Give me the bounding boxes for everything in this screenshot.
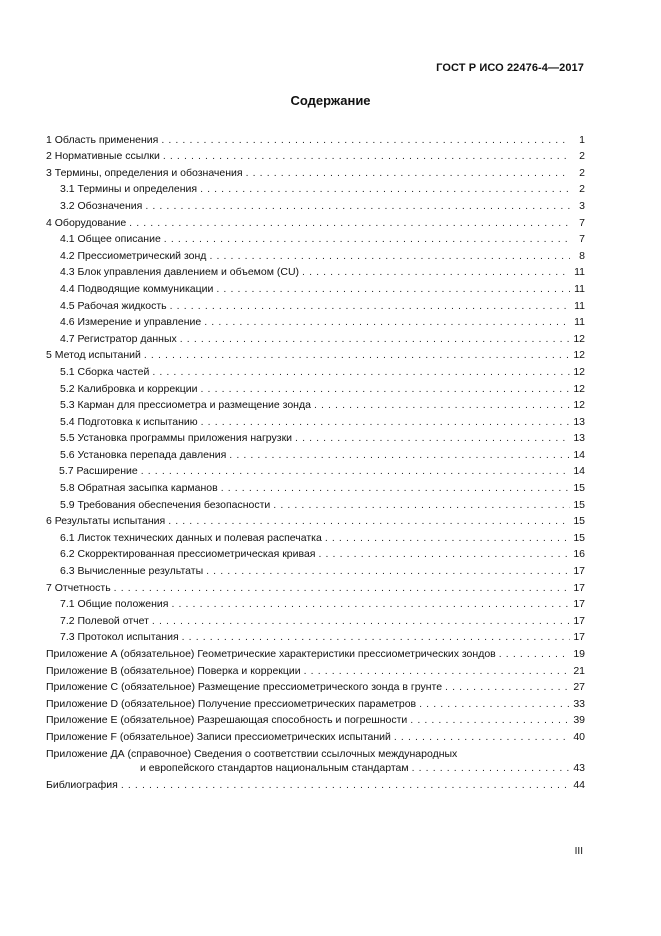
- toc-entry-label: 5.1 Сборка частей: [60, 365, 150, 378]
- toc-leader-dots: [144, 349, 570, 362]
- toc-entry-label: 4.4 Подводящие коммуникации: [60, 282, 214, 295]
- toc-entry-page: 3: [579, 199, 585, 212]
- toc-entry-bibliography[interactable]: [46, 775, 585, 792]
- toc-entry-label: 3.2 Обозначения: [60, 199, 143, 212]
- toc-entry-label: 1 Область применения: [46, 133, 159, 146]
- toc-leader-dots: [229, 449, 570, 462]
- toc-entry[interactable]: [46, 213, 585, 230]
- toc-entry-label: Приложение F (обязательное) Записи прессиометрических испытаний: [46, 730, 391, 743]
- toc-entry-label: 5.8 Обратная засыпка карманов: [60, 482, 218, 495]
- toc-leader-dots: [318, 548, 570, 561]
- toc-entry[interactable]: [46, 595, 585, 612]
- toc-leader-dots: [171, 598, 570, 611]
- toc-entry[interactable]: [46, 528, 585, 545]
- toc-entry-label: 5.3 Карман для прессиометра и размещение зонда: [60, 399, 311, 412]
- toc-leader-dots: [325, 532, 570, 545]
- toc-entry[interactable]: [46, 578, 585, 595]
- toc-leader-dots: [314, 399, 570, 412]
- toc-leader-dots: [206, 565, 570, 578]
- toc-leader-dots: [221, 482, 570, 495]
- toc-entry-page: 14: [573, 448, 585, 461]
- toc-entry[interactable]: [46, 678, 585, 695]
- toc-entry-label: 5 Метод испытаний: [46, 349, 141, 362]
- toc-entry-label: Библиография: [46, 778, 118, 791]
- toc-entry-label-line1: Приложение ДА (справочное) Сведения о соответствии ссылочных международных: [46, 747, 458, 760]
- toc-entry[interactable]: [46, 246, 585, 263]
- toc-entry-label: 4.3 Блок управления давлением и объемом (CU): [60, 266, 300, 279]
- toc-entry-page: 33: [573, 697, 585, 710]
- toc-entry-label: 3.1 Термины и определения: [60, 183, 198, 196]
- toc-entry[interactable]: [46, 313, 585, 330]
- toc-entry-page: 19: [573, 648, 585, 660]
- toc-entry[interactable]: [46, 279, 585, 296]
- toc-leader-dots: [152, 615, 570, 628]
- toc-leader-dots: [114, 582, 570, 595]
- toc-leader-dots: [201, 416, 570, 429]
- toc-entry[interactable]: [46, 694, 585, 711]
- toc-entry[interactable]: [46, 478, 585, 495]
- toc-leader-dots: [302, 266, 570, 279]
- toc-entry[interactable]: [46, 727, 585, 744]
- toc-entry-page: 11: [574, 299, 585, 312]
- toc-leader-dots: [163, 150, 570, 163]
- toc-entry-page: 2: [579, 166, 585, 179]
- page-title: Содержание: [290, 93, 371, 108]
- toc-entry-label: 7.2 Полевой отчет: [60, 614, 149, 627]
- toc-entry-page: 17: [573, 631, 585, 644]
- toc-entry-page: 12: [573, 349, 585, 362]
- toc-entry[interactable]: [46, 346, 585, 363]
- toc-entry-label: 6.1 Листок технических данных и полевая распечатка: [60, 531, 322, 544]
- toc-entry-page: 12: [573, 382, 585, 395]
- toc-entry-label: Приложение С (обязательное) Размещение прессиометрического зонда в грунте: [46, 681, 443, 694]
- toc-leader-dots: [141, 465, 570, 478]
- toc-entry-page: 1: [579, 133, 585, 146]
- toc-entry-page: 15: [573, 515, 585, 528]
- toc-entry[interactable]: [46, 147, 585, 164]
- toc-entry-label: 5.6 Установка перепада давления: [60, 448, 227, 461]
- toc-entry-label: 6 Результаты испытания: [46, 515, 166, 528]
- toc-entry-label: Приложение E (обязательное) Разрешающая способность и погрешности: [46, 714, 408, 727]
- toc-entry-page: 13: [573, 432, 585, 445]
- toc-entry-label: 5.4 Подготовка к испытанию: [60, 415, 198, 428]
- toc-entry-page: 44: [573, 778, 585, 791]
- toc-leader-dots: [273, 499, 570, 512]
- toc-entry[interactable]: [46, 429, 585, 446]
- toc-entry-label: 5.2 Калибровка и коррекции: [60, 382, 198, 395]
- toc-entry[interactable]: [46, 611, 585, 628]
- toc-entry-label-line2: и европейского стандартов национальным стандартам: [140, 761, 409, 774]
- toc-entry-page: 43: [573, 761, 585, 774]
- toc-entry[interactable]: [46, 180, 585, 197]
- toc-entry-label: 4.5 Рабочая жидкость: [60, 299, 167, 312]
- toc-entry-page: 11: [574, 266, 585, 279]
- toc-entry-page: 16: [573, 548, 585, 561]
- toc-entry-label: 4 Оборудование: [46, 216, 127, 229]
- toc-entry-page: 17: [573, 565, 585, 578]
- toc-entry-label: 6.2 Скорректированная прессиометрическая кривая: [60, 548, 316, 561]
- toc-entry[interactable]: [46, 561, 585, 578]
- toc-entry-page: 17: [573, 614, 585, 627]
- toc-entry-label: 6.3 Вычисленные результаты: [60, 565, 204, 578]
- toc-entry-page: 8: [579, 249, 585, 262]
- toc-entry-label: 4.1 Общее описание: [60, 233, 161, 246]
- toc-entry-page: 40: [573, 730, 585, 743]
- toc-entry-page: 12: [573, 332, 585, 345]
- toc-entry-label: Приложение D (обязательное) Получение прессиометрических параметров: [46, 697, 417, 710]
- toc-entry-label: 5.9 Требования обеспечения безопасности: [60, 498, 271, 511]
- toc-leader-dots: [394, 731, 570, 744]
- toc-leader-dots: [170, 300, 570, 313]
- toc-entry-page: 17: [573, 581, 585, 594]
- toc-leader-dots: [201, 383, 570, 396]
- toc-leader-dots: [152, 366, 570, 379]
- toc-entry-page: 2: [579, 150, 585, 163]
- toc-entry-page: 12: [573, 365, 585, 378]
- toc-leader-dots: [304, 665, 570, 678]
- toc-entry-label: Приложение А (обязательное) Геометрические характеристики прессиометрических зондов: [46, 648, 496, 660]
- toc-entry-label: 3 Термины, определения и обозначения: [46, 166, 243, 179]
- toc-leader-dots: [164, 233, 570, 246]
- toc-leader-dots: [145, 200, 570, 213]
- toc-entry[interactable]: [46, 512, 585, 529]
- toc-entry-page: 2: [579, 183, 585, 196]
- toc-entry-page: 21: [573, 664, 585, 677]
- toc-leader-dots: [216, 283, 570, 296]
- toc-entry-page: 11: [574, 316, 585, 329]
- toc-entry-label: Приложение В (обязательное) Поверка и коррекции: [46, 664, 301, 677]
- toc-entry[interactable]: [46, 196, 585, 213]
- toc-entry[interactable]: [46, 545, 585, 562]
- toc-leader-dots: [161, 134, 570, 147]
- toc-entry-page: 39: [573, 714, 585, 727]
- toc-leader-dots: [204, 316, 570, 329]
- toc-entry[interactable]: [46, 130, 585, 147]
- toc-entry-page: 17: [573, 598, 585, 611]
- toc-leader-dots: [410, 714, 570, 727]
- toc-leader-dots: [246, 167, 570, 180]
- toc-entry-line2: [46, 761, 585, 775]
- toc-entry-page: 7: [579, 216, 585, 229]
- toc-entry[interactable]: [46, 396, 585, 413]
- toc-leader-dots: [180, 333, 570, 346]
- toc-entry[interactable]: [46, 379, 585, 396]
- toc-leader-dots: [168, 515, 570, 528]
- toc-entry-label: 7 Отчетность: [46, 581, 111, 594]
- toc-leader-dots: [209, 250, 570, 263]
- toc-entry[interactable]: [46, 445, 585, 462]
- toc-entry-page: 15: [573, 482, 585, 495]
- toc-entry[interactable]: [46, 362, 585, 379]
- toc-entry[interactable]: [46, 329, 585, 346]
- table-of-contents: [46, 130, 585, 792]
- toc-leader-dots: [295, 432, 570, 445]
- toc-entry-appendix-da[interactable]: [46, 744, 585, 775]
- toc-entry-page: 7: [579, 233, 585, 246]
- toc-entry-label: 7.1 Общие положения: [60, 598, 169, 611]
- toc-entry[interactable]: [46, 462, 585, 479]
- toc-leader-dots: [182, 631, 570, 644]
- toc-entry-label: 5.5 Установка программы приложения нагрузки: [60, 432, 293, 445]
- toc-entry-page: 15: [573, 498, 585, 511]
- toc-leader-dots: [445, 681, 570, 694]
- toc-entry[interactable]: [46, 296, 585, 313]
- toc-entry-page: 12: [573, 399, 585, 412]
- toc-leader-dots: [499, 648, 570, 661]
- toc-entry-page: 27: [573, 681, 585, 694]
- toc-entry-page: 14: [573, 465, 585, 478]
- toc-leader-dots: [200, 183, 570, 196]
- toc-leader-dots: [121, 779, 570, 792]
- toc-entry-label: 2 Нормативные ссылки: [46, 150, 160, 163]
- toc-entry[interactable]: [46, 711, 585, 728]
- toc-entry-label: 4.2 Прессиометрический зонд: [60, 249, 207, 262]
- toc-entry[interactable]: [46, 661, 585, 678]
- toc-entry-label: 4.6 Измерение и управление: [60, 316, 202, 329]
- toc-entry-page: 13: [573, 415, 585, 428]
- toc-leader-dots: [419, 698, 570, 711]
- toc-entry-label: 5.7 Расширение: [59, 465, 138, 478]
- toc-entry-page: 11: [574, 282, 585, 295]
- toc-entry[interactable]: [46, 412, 585, 429]
- toc-leader-dots: [412, 761, 570, 775]
- page-number: III: [574, 846, 583, 857]
- document-header: ГОСТ Р ИСО 22476-4—2017: [436, 62, 584, 74]
- toc-entry-label: 4.7 Регистратор данных: [60, 332, 177, 345]
- toc-entry[interactable]: [46, 263, 585, 280]
- toc-entry[interactable]: [46, 644, 585, 661]
- toc-leader-dots: [129, 217, 570, 230]
- toc-entry[interactable]: [46, 628, 585, 645]
- toc-entry-page: 15: [573, 531, 585, 544]
- toc-entry-label: 7.3 Протокол испытания: [60, 631, 179, 644]
- toc-entry[interactable]: [46, 163, 585, 180]
- toc-entry[interactable]: [46, 230, 585, 247]
- toc-entry[interactable]: [46, 495, 585, 512]
